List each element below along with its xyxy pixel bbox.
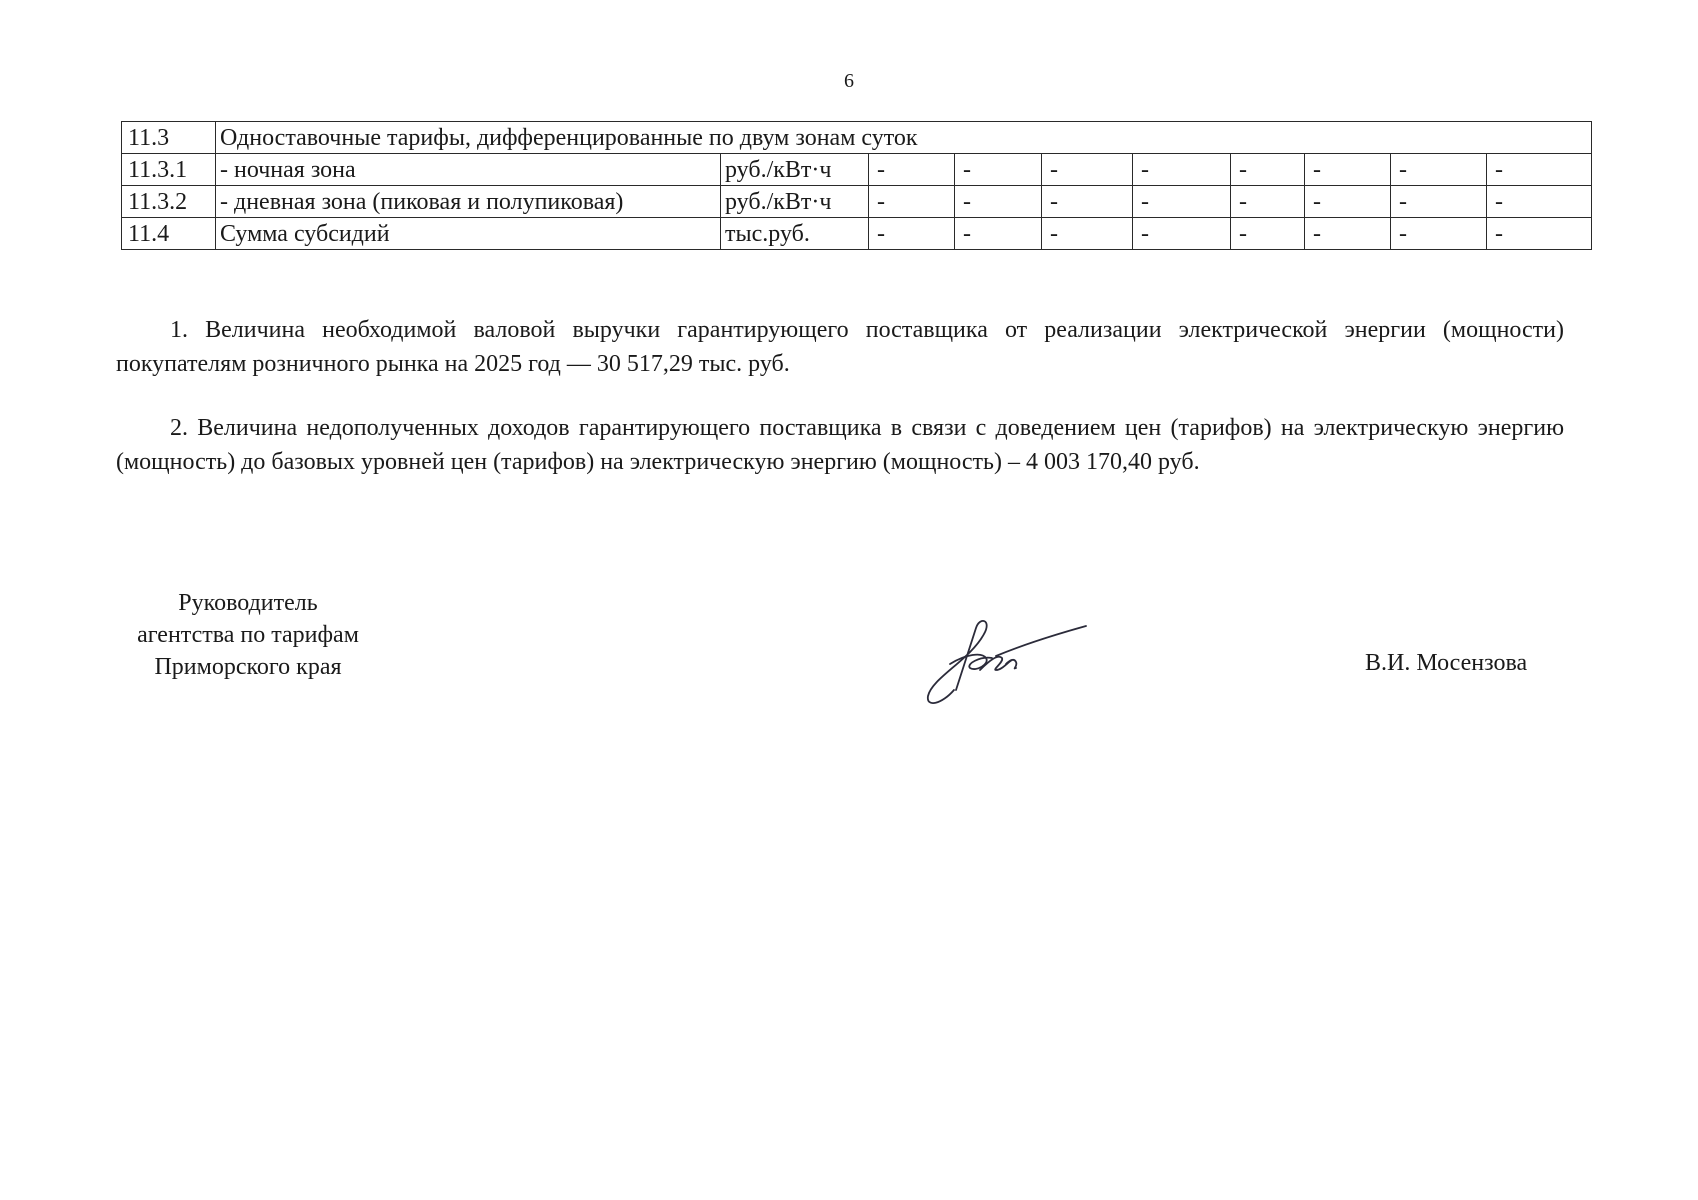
row-name: Одноставочные тарифы, дифференцированные по двум зонам суток xyxy=(216,122,1592,154)
table-cell: - xyxy=(1305,154,1391,186)
table-cell: - xyxy=(1487,154,1592,186)
row-unit: тыс.руб. xyxy=(721,218,869,250)
table-cell: - xyxy=(1133,186,1231,218)
table-row xyxy=(122,186,1592,218)
row-number: 11.4 xyxy=(122,218,216,250)
table-cell: - xyxy=(869,186,955,218)
page-number: 6 xyxy=(844,70,854,92)
row-unit: руб./кВт·ч xyxy=(721,154,869,186)
signatory-title-line: агентства по тарифам xyxy=(137,622,359,648)
signatory-title-line: Руководитель xyxy=(178,590,318,616)
row-unit: руб./кВт·ч xyxy=(721,186,869,218)
table-cell: - xyxy=(1042,154,1133,186)
row-number: 11.3.1 xyxy=(122,154,216,186)
table-cell: - xyxy=(869,154,955,186)
table-cell: - xyxy=(1042,218,1133,250)
row-name: Сумма субсидий xyxy=(216,218,721,250)
row-number: 11.3.2 xyxy=(122,186,216,218)
table-row xyxy=(122,154,1592,186)
paragraph-revenue: 1. Величина необходимой валовой выручки гарантирующего поставщика от реализации электрической энергии (мощности) покупателям розничного рынка на 2025 год — 30 517,29 тыс. руб. xyxy=(116,317,1564,377)
table-cell: - xyxy=(1391,218,1487,250)
signatory-title xyxy=(98,587,398,683)
tariff-table xyxy=(121,121,1592,250)
table-cell: - xyxy=(1487,218,1592,250)
table-cell: - xyxy=(869,218,955,250)
table-cell: - xyxy=(955,154,1042,186)
table-cell: - xyxy=(1231,186,1305,218)
paragraph-lost-income: 2. Величина недополученных доходов гарантирующего поставщика в связи с доведением цен (тарифов) на электрическую энергию (мощность) до базовых уровней цен (тарифов) на электрическую энергию (мощность) – 4 003 170,40 руб. xyxy=(116,415,1564,475)
row-number: 11.3 xyxy=(122,122,216,154)
table-row xyxy=(122,122,1592,154)
table-cell: - xyxy=(1305,186,1391,218)
row-name: - ночная зона xyxy=(216,154,721,186)
table-cell: - xyxy=(1305,218,1391,250)
table-cell: - xyxy=(1133,218,1231,250)
table-cell: - xyxy=(955,218,1042,250)
handwritten-signature xyxy=(920,612,1090,707)
table-cell: - xyxy=(1231,154,1305,186)
table-cell: - xyxy=(955,186,1042,218)
table-row xyxy=(122,218,1592,250)
table-cell: - xyxy=(1391,154,1487,186)
table-cell: - xyxy=(1133,154,1231,186)
signatory-title-line: Приморского края xyxy=(154,654,342,680)
row-name: - дневная зона (пиковая и полупиковая) xyxy=(216,186,721,218)
table-cell: - xyxy=(1487,186,1592,218)
table-cell: - xyxy=(1391,186,1487,218)
signatory-name: В.И. Мосензова xyxy=(1365,650,1528,676)
table-cell: - xyxy=(1231,218,1305,250)
table-cell: - xyxy=(1042,186,1133,218)
